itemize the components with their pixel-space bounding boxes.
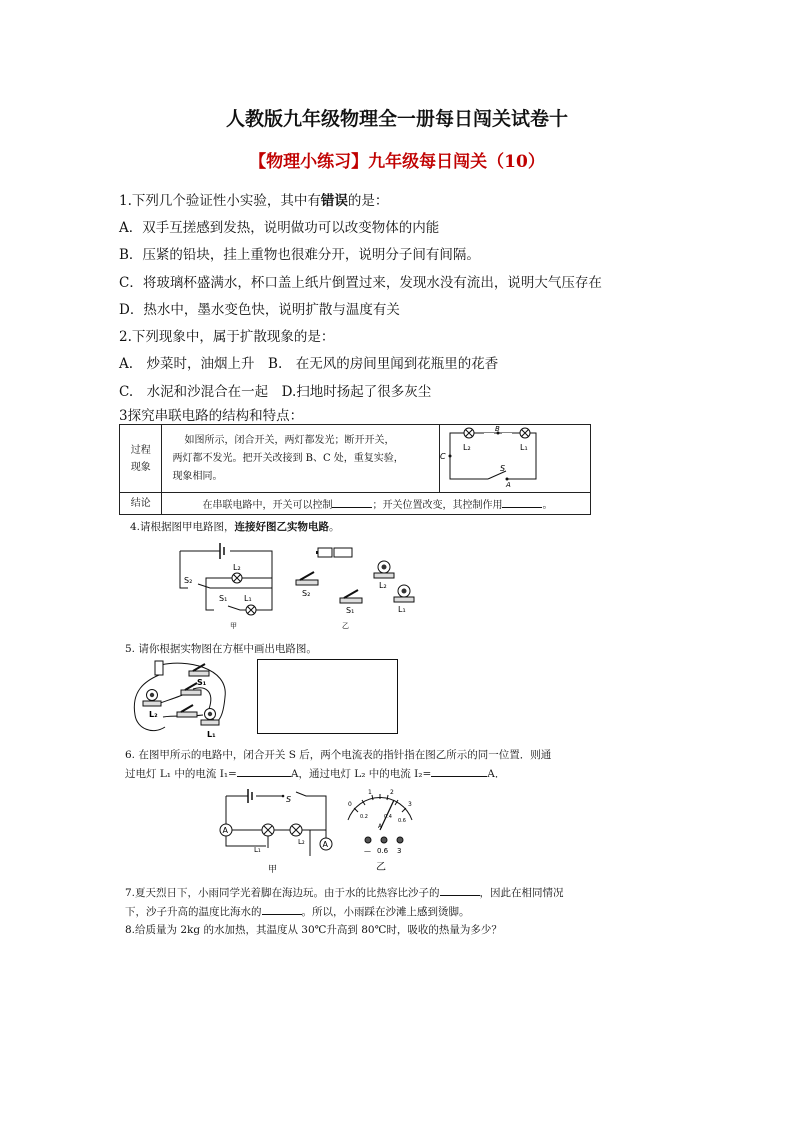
q3-label-s: S: [500, 464, 506, 473]
q3-stem: 3探究串联电路的结构和特点：: [119, 408, 304, 424]
q4-jia-label-l2: L₂: [233, 563, 241, 572]
q3-blank-2[interactable]: [502, 507, 542, 508]
q5-lamp-l2: [143, 690, 161, 707]
q5-battery: [155, 661, 163, 675]
q1-stem: [119, 189, 388, 209]
q6-meter-unit: A: [378, 823, 383, 830]
q3-blank-1[interactable]: [332, 507, 372, 508]
q6-line1: 6. 在图甲所示的电路中，闭合开关 S 后，两个电流表的指针指在图乙所示的同一位置．则通: [125, 749, 552, 761]
q6-meter-scale-3: 3: [408, 801, 412, 808]
q3-process-label: [120, 425, 162, 493]
q6-meter-scale-2: 2: [390, 789, 394, 796]
q4-physical-diagram-yi: [290, 540, 430, 632]
q7-line1b: ，因此在相同情况: [479, 887, 564, 899]
q4-yi-label-l1: L₁: [398, 605, 406, 614]
q2-stem: 2.下列现象中，属于扩散现象的是：: [119, 329, 335, 345]
q6-ammeter-yi: [342, 786, 418, 876]
q6-meter-terminal-3: [397, 837, 403, 843]
q3-process-text: [162, 425, 440, 493]
q5-lamp-l1: [201, 709, 219, 726]
q8-stem: 8.给质量为 2kg 的水加热，其温度从 30℃升高到 80℃时，吸收的热量为多少？: [125, 924, 502, 936]
q6-meter-scale-1: 1: [368, 789, 372, 796]
q4-jia-label-s1: S₁: [219, 594, 228, 603]
q5-label-s1: S₁: [197, 678, 207, 687]
q6-jia-caption: 甲: [268, 865, 278, 875]
q1-option-b: B．压紧的铅块，挂上重物也很难分开，说明分子间有间隔。: [119, 247, 480, 263]
q4-yi-label-l2: L₂: [379, 581, 387, 590]
q5-answer-box[interactable]: [257, 659, 398, 734]
q1-option-d: D．热水中，墨水变色快，说明扩散与温度有关: [119, 302, 400, 318]
q6-meter-t2: 0.6: [377, 847, 389, 855]
q6-meter-sub-02: 0.2: [360, 814, 368, 820]
q4-yi-battery-2: [334, 548, 352, 557]
q3-circuit-cell: [440, 425, 591, 493]
q1-option-a: A．双手互搓感到发热，说明做功可以改变物体的内能: [119, 220, 440, 236]
q6-meter-t3: 3: [397, 847, 402, 855]
q7-line2a: 下，沙子升高的温度比海水的: [125, 906, 262, 918]
q4-circuit-diagram-jia: [170, 538, 290, 633]
q5-stem: 5. 请你根据实物图在方框中画出电路图。: [125, 643, 317, 655]
q3-label-l2: L₂: [463, 443, 471, 452]
q3-circuit-diagram: [440, 425, 590, 489]
q3-conclusion-a: 在串联电路中，开关可以控制: [202, 500, 333, 511]
q2-options-row2: C. 水泥和沙混合在一起 D.扫地时扬起了很多灰尘: [119, 384, 432, 400]
q4-yi-label-s1: S₁: [346, 606, 355, 615]
q3-label-c: C: [440, 452, 446, 461]
q7-blank-2[interactable]: [262, 914, 302, 915]
q3-process-line2: 两灯都不发光。把开关改接到 B、C 处，重复实验，: [172, 452, 404, 464]
q6-jia-label-l1: L₁: [254, 846, 261, 854]
q5-label-l1: L₁: [207, 730, 216, 739]
q7-line2: [125, 904, 470, 919]
q4-stem: [130, 519, 340, 534]
q3-label-b: B: [495, 425, 500, 433]
q6-jia-label-l2: L₂: [298, 838, 305, 846]
q2-options-row1: A. 炒菜时，油烟上升 B. 在无风的房间里闻到花瓶里的花香: [119, 356, 499, 372]
q4-stem-end: 。: [329, 521, 340, 533]
q6-jia-battery: [248, 789, 252, 803]
q4-jia-battery: [220, 543, 224, 559]
q4-yi-battery-1: [318, 548, 332, 557]
q4-stem-plain: 4.请根据图甲电路图，: [130, 521, 235, 533]
q6-blank-i1[interactable]: [237, 776, 291, 777]
q6-jia-ammeter-1-label: A: [222, 826, 228, 835]
q6-meter-sub-04: 0.4: [384, 814, 392, 820]
q7-blank-1[interactable]: [440, 895, 480, 896]
q1-option-c: C．将玻璃杯盛满水，杯口盖上纸片倒置过来，发现水没有流出，说明大气压存在: [119, 275, 602, 291]
q7-line2b: 。所以，小雨踩在沙滩上感到烫脚。: [301, 906, 470, 918]
q3-process-line3: 现象相同。: [172, 470, 223, 482]
q3-conclusion-c: 。: [542, 500, 553, 511]
q1-stem-before: 1.下列几个验证性小实验，其中有: [119, 193, 321, 209]
q5-switch-bottom: [177, 705, 197, 717]
q1-stem-bold: 错误: [320, 193, 348, 209]
q6-line2a: 过电灯 L₁ 中的电流 I₁=: [125, 768, 237, 780]
q5-physical-diagram: [125, 657, 237, 741]
q3-conclusion-label: 结论: [120, 493, 162, 515]
q4-yi-lamp-l2: [374, 561, 394, 578]
q4-yi-switch-s1: [340, 590, 362, 603]
q5-label-l2: L₂: [149, 710, 158, 719]
q3-process-line1: 如图所示，闭合开关，两灯都发光；断开开关，: [184, 434, 395, 446]
q3-label-process-1: 过程: [130, 444, 151, 456]
q3-label-a: A: [506, 481, 511, 489]
q3-experiment-table: [119, 424, 591, 515]
q3-label-process-2: 现象: [130, 461, 151, 473]
q7-line1: [125, 885, 564, 900]
q6-line2c: A．: [487, 768, 506, 780]
q4-yi-lamp-l1: [394, 585, 414, 602]
q4-yi-switch-s2: [296, 572, 318, 585]
page-subtitle: 【物理小练习】九年级每日闯关（10）: [249, 152, 545, 172]
q7-line1a: 7.夏天烈日下，小雨同学光着脚在海边玩。由于水的比热容比沙子的: [125, 887, 440, 899]
q3-conclusion-text: [162, 493, 591, 515]
q6-line2: [125, 766, 505, 781]
q1-stem-after: 的是：: [347, 193, 389, 209]
q6-meter-terminal-06: [381, 837, 387, 843]
q4-yi-label-s2: S₂: [302, 589, 311, 598]
q4-jia-caption: 甲: [230, 622, 237, 630]
q6-meter-t1: —: [364, 847, 371, 855]
q3-label-l1: L₁: [520, 443, 528, 452]
q6-jia-label-s: S: [286, 795, 292, 804]
q4-stem-bold: 连接好图乙实物电路: [234, 521, 330, 533]
q6-circuit-diagram-jia: [224, 786, 336, 876]
q6-line2b: A，通过电灯 L₂ 中的电流 I₂=: [290, 768, 432, 780]
q4-yi-caption: 乙: [342, 622, 349, 630]
q6-blank-i2[interactable]: [431, 776, 487, 777]
q3-conclusion-b: ；开关位置改变，其控制作用: [372, 500, 503, 511]
q6-meter-terminal-neg: [365, 837, 371, 843]
q4-jia-label-l1: L₁: [244, 594, 252, 603]
page-title: 人教版九年级物理全一册每日闯关试卷十: [225, 108, 568, 130]
q6-jia-ammeter-2-label: A: [322, 840, 328, 849]
q6-meter-sub-06: 0.6: [398, 818, 406, 824]
q6-meter-scale-0: 0: [348, 801, 352, 808]
q4-jia-label-s2: S₂: [184, 576, 193, 585]
q6-yi-caption: 乙: [376, 862, 386, 873]
